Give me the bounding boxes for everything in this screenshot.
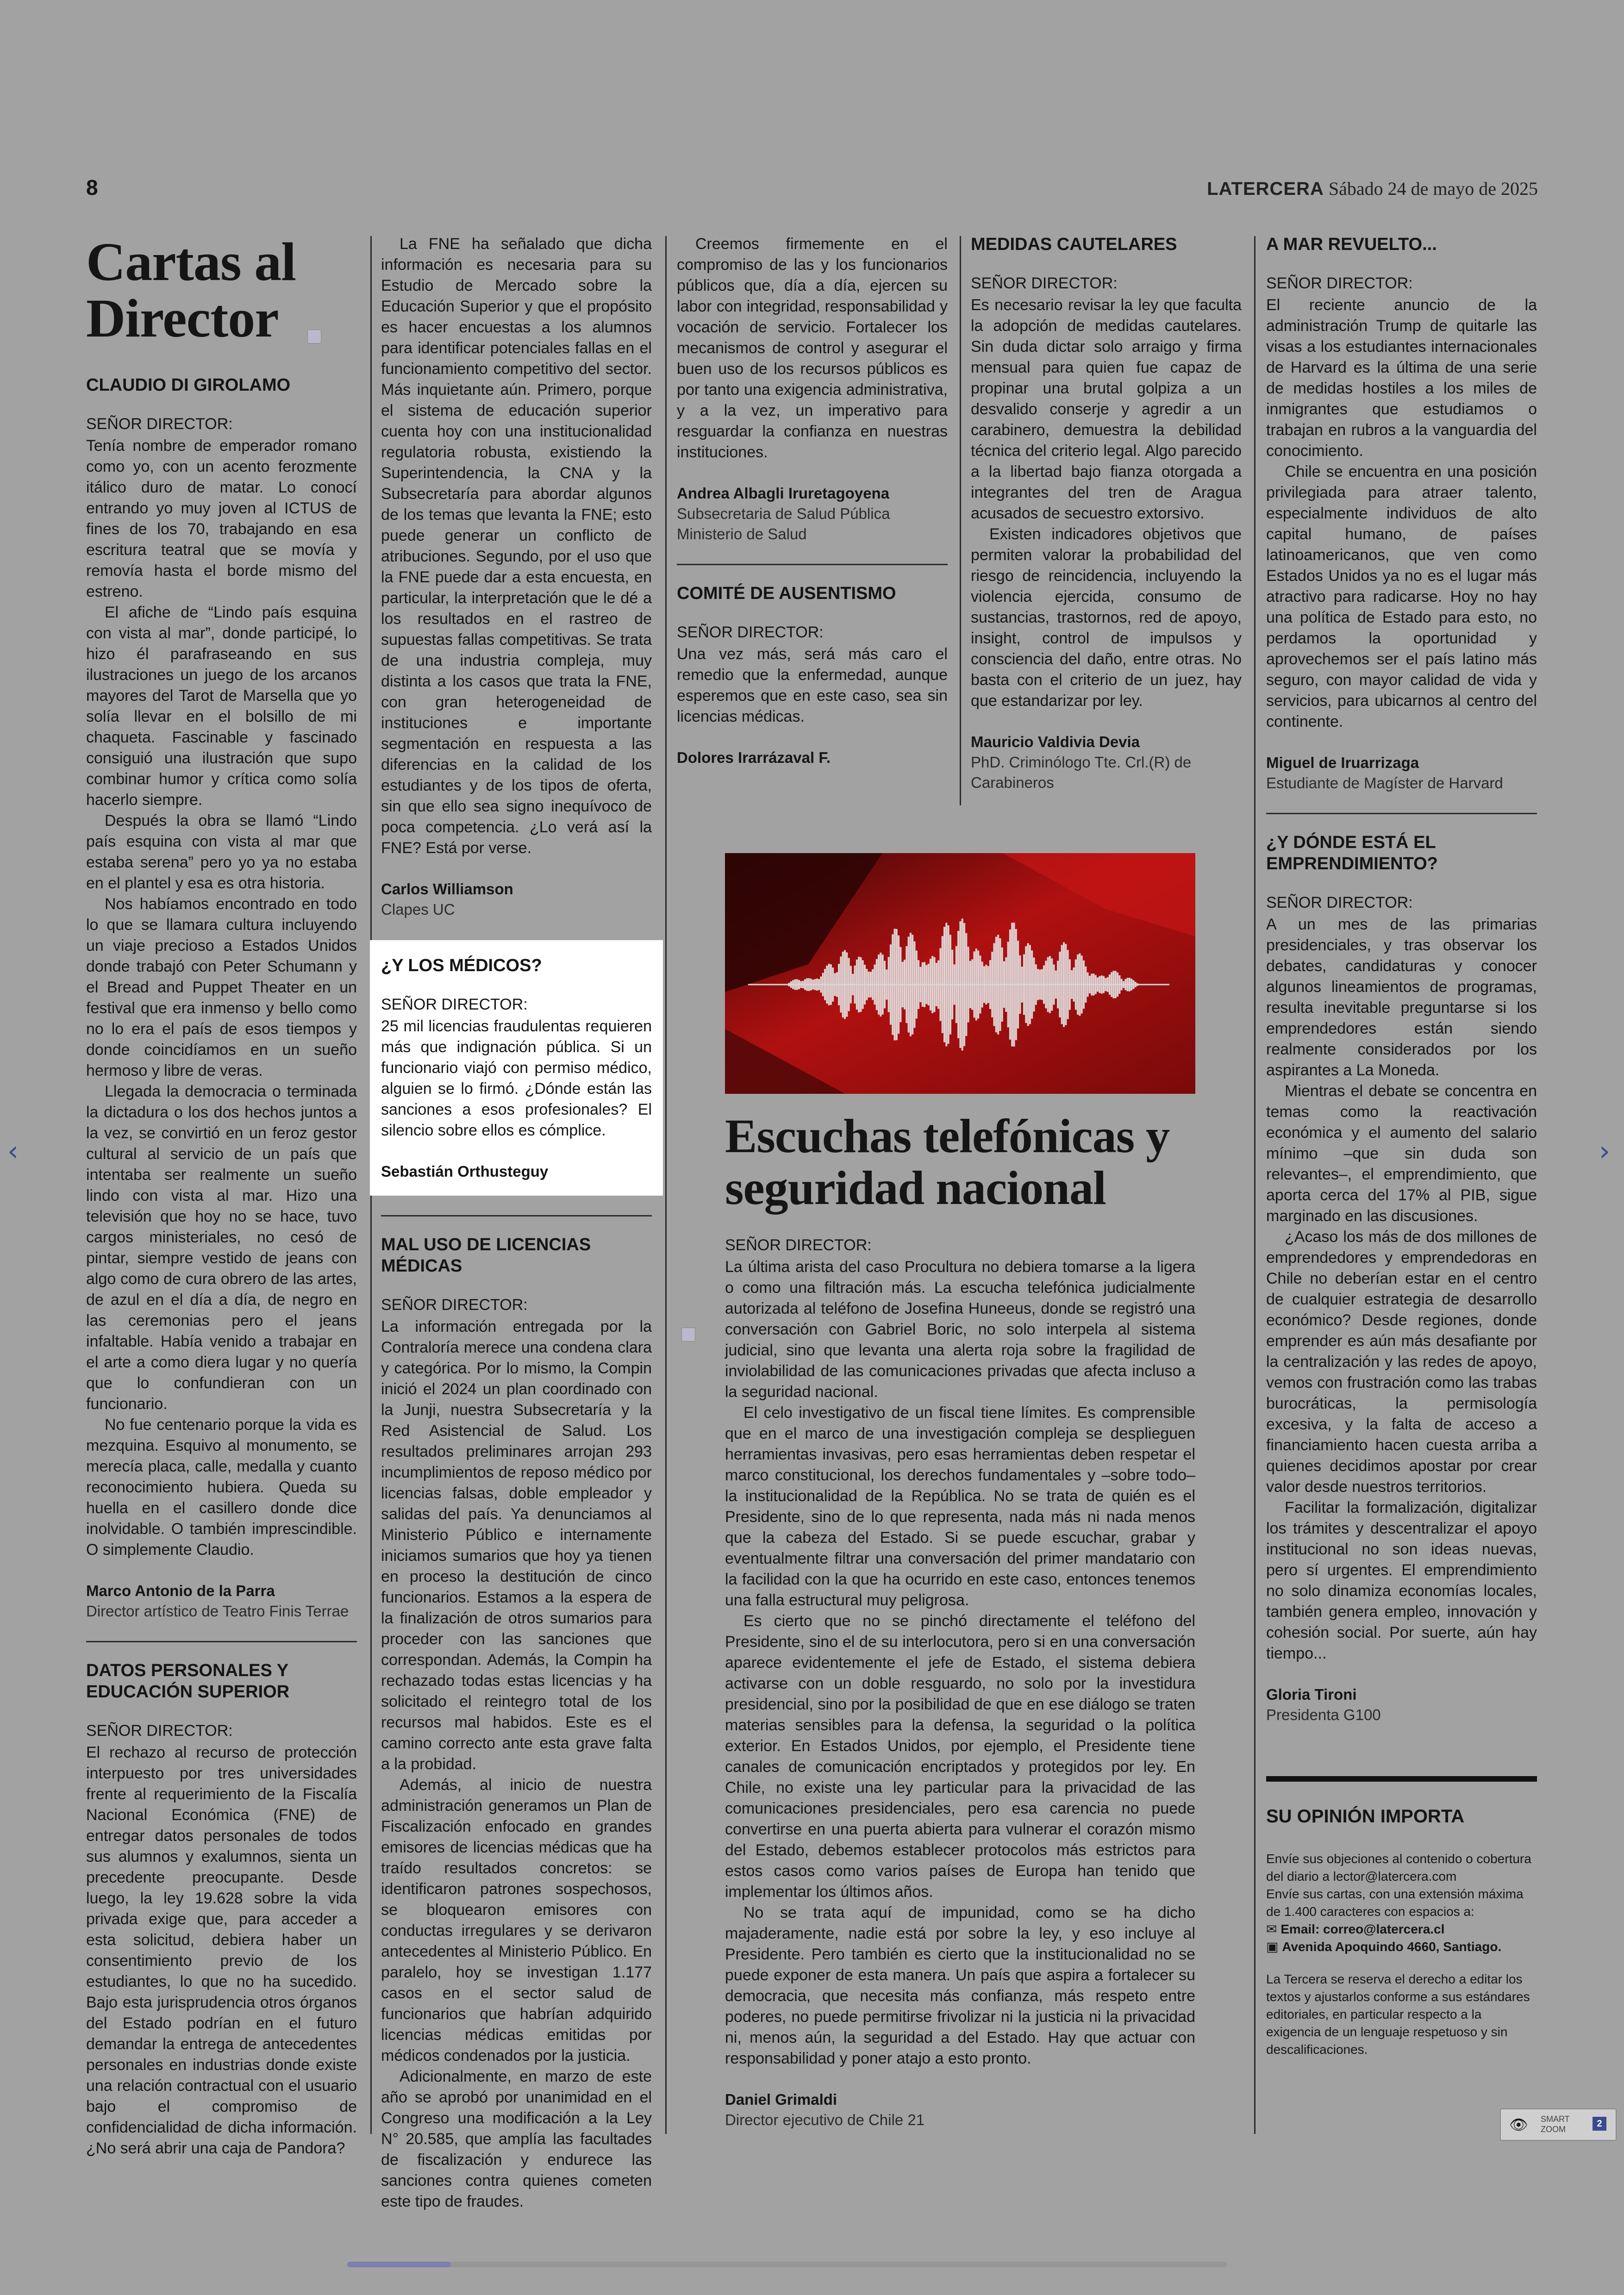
letter-title: DATOS PERSONALES Y EDUCACIÓN SUPERIOR bbox=[86, 1661, 290, 1702]
letter-role: Estudiante de Magíster de Harvard bbox=[1266, 774, 1503, 792]
divider bbox=[381, 1215, 652, 1216]
paragraph: Chile se encuentra en una posición privilegiada para atraer talento, especialmente individuos de alto capital humano, de países latinoamericanos, que ven como Estados Unidos ya no es el lugar más atractivo para radicarse. Hoy no hay una política de Estado para esto, no perdamos la oportunidad y aprovechemos ser el país latino más seguro, con mayor calidad de vida y servicios, para ubicarnos al centro del continente. bbox=[1266, 463, 1537, 730]
opinion-email-text[interactable]: Email: correo@latercera.cl bbox=[1280, 1922, 1445, 1936]
masthead-date: Sábado 24 de mayo de 2025 bbox=[1328, 178, 1538, 199]
scrollbar-thumb[interactable] bbox=[347, 2262, 451, 2267]
paragraph: Existen indicadores objetivos que permiten valorar la probabilidad del riesgo de reincidencia, incluyendo la violencia ejercida, consumo de sustancias, trastornos, red de apoyo, insight, control de impulsos y consciencia del daño, entre otras. No basta con el criterio de un juez, hay que estandarizar por ley. bbox=[971, 525, 1242, 710]
letter-signature: Carlos Williamson bbox=[381, 880, 513, 898]
letter-role: Clapes UC bbox=[381, 901, 455, 918]
opinion-address-text: Avenida Apoquindo 4660, Santiago. bbox=[1282, 1940, 1502, 1954]
paragraph: El afiche de “Lindo país esquina con vista al mar”, donde participé, lo hizo él parafraseando en sus ilustraciones un juego de los arcanos mayores del Tarot de Marsella que yo solía llevar en el bolsillo de mi chaqueta. Fascinable y fascinado consiguió una ilustración que supo combinar humor y crítica como solía hacerlo siempre. bbox=[86, 604, 357, 809]
letter-greeting: SEÑOR DIRECTOR: bbox=[725, 1236, 872, 1254]
paragraph: Después la obra se llamó “Lindo país esquina con vista al mar que estaba serena” pero yo ya no estaba en el plantel y esa es otra historia. bbox=[86, 812, 357, 892]
paragraph: El celo investigativo de un fiscal tiene límites. Es comprensible que en el marco de una investigación compleja se desplieguen herramientas invasivas, pero esas herramientas deben respetar el marco constitucional, los derechos fundamentales y –sobre todo– la institucionalidad de la República. No se trata de quién es el Presidente, sino de lo que representa, nada más ni nada menos que la cabeza del Estado. Si se puede escuchar, grabar y eventualmente filtrar una conversación del primer mandatario con la facilidad con la que ha ocurrido en este caso, entonces tenemos una falla estructural muy peligrosa. bbox=[725, 1404, 1195, 1609]
paragraph: Creemos firmemente en el compromiso de las y los funcionarios públicos que, día a día, ejercen su labor con integridad, responsabilidad y vocación de servicio. Fortalecer los mecanismos de control y asegurar el buen uso de los recursos públicos es por tanto una exigencia administrativa, y a la vez, un imperativo para resguardar la confianza en nuestras instituciones. bbox=[677, 235, 948, 461]
paragraph: Es necesario revisar la ley que faculta la adopción de medidas cautelares. Sin duda dictar solo arraigo y firma mensual para quien fue capaz de propinar una brutal golpiza a un desvalido conserje y agredir a un carabinero, demuestra la debilidad técnica del criterio legal. Algo parecido a la libertad bajo fianza otorgada a integrantes del tren de Aragua acusados de secuestro extorsivo. bbox=[971, 296, 1242, 522]
column-4 bbox=[971, 234, 1242, 793]
letter-greeting: SEÑOR DIRECTOR: bbox=[86, 415, 233, 433]
letter-title: COMITÉ DE AUSENTISMO bbox=[677, 584, 896, 603]
column-divider bbox=[665, 236, 667, 2134]
column-divider bbox=[1254, 236, 1255, 2134]
letter-greeting: SEÑOR DIRECTOR: bbox=[971, 274, 1118, 292]
column-2 bbox=[381, 234, 652, 2212]
section-title: Cartas al Director bbox=[86, 231, 296, 349]
letter-mal-uso bbox=[381, 1234, 652, 2212]
horizontal-scrollbar[interactable] bbox=[347, 2262, 1227, 2267]
letter-medidas bbox=[971, 234, 1242, 793]
letter-girolamo bbox=[86, 374, 357, 1621]
paragraph: La última arista del caso Procultura no debiera tomarse a la ligera o como una filtración más. La escucha telefónica judicialmente autorizada al teléfono de Josefina Huneeus, donde se registró una conversación con Gabriel Boric, no solo interpela al sistema judicial, sino que levanta una alerta roja sobre la fragilidad de inviolabilidad de las comunicaciones privadas que afecta incluso a la seguridad nacional. bbox=[725, 1258, 1195, 1401]
feature-title: Escuchas telefónicas y seguridad nacional bbox=[725, 1110, 1170, 1215]
paragraph: Además, al inicio de nuestra administración generamos un Plan de Fiscalización enfocado en grandes emisores de licencias médicas que ha traído resultados concretos: se identificaron patrones sospechosos, se bloquearon emisores con conductas irregulares y se derivaron antecedentes al Ministerio Público. En paralelo, hoy se investigan 1.177 casos en el sector salud de funcionarios que habrían adquirido licencias médicas emitidas por médicos condenados por la justicia. bbox=[381, 1776, 652, 2064]
letter-title: MEDIDAS CAUTELARES bbox=[971, 235, 1177, 254]
letter-role: Director artístico de Teatro Finis Terrae bbox=[86, 1603, 349, 1620]
letter-signature: Marco Antonio de la Parra bbox=[86, 1582, 275, 1599]
letter-title: ¿Y LOS MÉDICOS? bbox=[381, 956, 542, 975]
paragraph: El rechazo al recurso de protección interpuesto por tres universidades frente al requerimiento de la Fiscalía Nacional Económica (FNE) de entregar datos personales de todos sus alumnos y exalumnos, sienta un precedente preocupante. Desde luego, la ley 19.628 sobre la vida privada exige que, para acceder a esta solicitud, debiera haber un consentimiento previo de los estudiantes, lo que no ha sucedido. Bajo esta jurisprudencia otros órganos del Estado podrían en el futuro demandar la entrega de antecedentes personales en industrias donde existe una relación contractual con el usuario bajo el compromiso de confidencialidad de dicha información. ¿No será abrir una caja de Pandora? bbox=[86, 1744, 357, 2157]
zoom-marker-icon[interactable] bbox=[307, 330, 321, 343]
zoom-marker-icon[interactable] bbox=[681, 1328, 695, 1341]
smart-zoom-label bbox=[1541, 2114, 1570, 2134]
letter-datos bbox=[86, 1660, 357, 2159]
prev-page-arrow-icon[interactable]: ‹ bbox=[7, 1135, 19, 1167]
page-number: 8 bbox=[86, 175, 98, 200]
soundwave-icon bbox=[725, 853, 1195, 1094]
letter-signature: Daniel Grimaldi bbox=[725, 2091, 837, 2108]
letter-body bbox=[86, 1742, 357, 2159]
letter-role: PhD. Criminólogo Tte. Crl.(R) de Carabineros bbox=[971, 754, 1192, 791]
opinion-title: SU OPINIÓN IMPORTA bbox=[1266, 1806, 1465, 1827]
paragraph: No fue centenario porque la vida es mezquina. Esquivo al monumento, se merecía placa, calle, medalla y cuanto reconocimiento hubiera. Queda su huella en el casillero donde dice inolvidable. O también imprescindible. O simplemente Claudio. bbox=[86, 1416, 357, 1559]
opinion-disclaimer: La Tercera se reserva el derecho a editar los textos y ajustarlos conforme a sus estándares editoriales, en particular respecto a la exigencia de un lenguaje respetuoso y sin descalificaciones. bbox=[1266, 1972, 1530, 2057]
paragraph: El reciente anuncio de la administración Trump de quitarle las visas a los estudiantes internacionales de Harvard es la última de una serie de medidas hostiles a los miles de inmigrantes que estudiamos o trabajan en rubros a la vanguardia del conocimiento. bbox=[1266, 296, 1537, 460]
paragraph: Llegada la democracia o terminada la dictadura o los dos hechos juntos a la vez, se convirtió en un feroz gestor cultural al servicio de un país que intentaba ser realmente un sueño lindo con vista al mar. Hizo una televisión que hoy no se hace, tuvo cargos ministeriales, no cesó de pintar, siempre vestido de jeans con algo como de cura obrero de las artes, de azul en el día a día, de negro en las ceremonias pero el jeans infaltable. Había venido a trabajar en el arte a como diera lugar y no quería que lo confundieran con un funcionario. bbox=[86, 1083, 357, 1413]
opinion-lines bbox=[1266, 1850, 1537, 2058]
next-page-arrow-icon[interactable]: › bbox=[1599, 1135, 1610, 1167]
building-icon: ▣ bbox=[1266, 1940, 1282, 1954]
divider bbox=[1266, 813, 1537, 814]
letter-emprendimiento bbox=[1266, 832, 1537, 1725]
mail-icon: ✉ bbox=[1266, 1922, 1281, 1936]
letter-body bbox=[1266, 914, 1537, 1664]
letter-greeting: SEÑOR DIRECTOR: bbox=[86, 1722, 233, 1740]
letter-signature: Dolores Irarrázaval F. bbox=[677, 749, 831, 766]
letter-signature: Andrea Albagli Iruretagoyena bbox=[677, 485, 890, 502]
letter-body bbox=[677, 644, 948, 727]
soundwave-illustration bbox=[725, 853, 1195, 1094]
feature-article bbox=[725, 853, 1195, 2130]
letter-greeting: SEÑOR DIRECTOR: bbox=[381, 996, 528, 1013]
paragraph: Mientras el debate se concentra en temas como la reactivación económica y el aumento del salario mínimo –que sin duda son relevantes–, el emprendimiento, que aporta cerca del 17% al PIB, sigue marginado en las discusiones. bbox=[1266, 1082, 1537, 1225]
smart-zoom-toolbar[interactable] bbox=[1500, 2108, 1617, 2141]
paragraph: La información entregada por la Contraloría merece una condena clara y categórica. Por lo mismo, la Compin inició el 2024 un plan coordinado con la Junji, nuestra Subsecretaría y la Red Asistencial de Salud. Los resultados preliminares arrojan 293 incumplimientos de reposo médico por licencias falsas, doble empleador y salidas del país. Ya denunciamos al Ministerio Público e internamente iniciamos sumarios que hoy ya tienen en proceso la destitución de cinco funcionarios. Estamos a la espera de la finalización de otros sumarios para proceder con las sanciones que correspondan. Además, la Compin ha rechazado todas estas licencias y ha solicitado el reintegro total de los recursos mal habidos. Este es el camino correcto ante esta grave falta a la probidad. bbox=[381, 1318, 652, 1773]
letter-signature: Sebastián Orthusteguy bbox=[381, 1163, 549, 1180]
letter-body-continued bbox=[381, 234, 652, 859]
letter-role: Director ejecutivo de Chile 21 bbox=[725, 2111, 925, 2128]
masthead bbox=[1207, 178, 1538, 200]
opinion-box bbox=[1266, 1805, 1537, 2058]
paragraph: Tenía nombre de emperador romano como yo, con un acento ferozmente itálico duro de matar. Lo conocí entrando yo muy joven al ICTUS de fines de los 70, trabajando en esa escritura teatral que se movía y removía hasta el borde mismo del estreno. bbox=[86, 437, 357, 600]
letter-body bbox=[86, 436, 357, 1560]
letter-title: CLAUDIO DI GIROLAMO bbox=[86, 375, 291, 395]
letter-greeting: SEÑOR DIRECTOR: bbox=[1266, 274, 1413, 292]
paragraph: ¿Acaso los más de dos millones de emprendedores y emprendedoras en Chile no deberían estar en el centro de cualquier estrategia de desarrollo económico? Desde regiones, donde emprender es aún más desafiante por la centralización y las redes de apoyo, vemos con frustración como las trabas burocráticas, la permisología excesiva, y la falta de acceso a financiamiento hacen cuesta arriba a quienes decidimos apostar por crear valor desde nuestros territorios. bbox=[1266, 1228, 1537, 1496]
opinion-email bbox=[1266, 1921, 1537, 1938]
letter-ausentismo bbox=[677, 583, 948, 768]
paragraph: Es cierto que no se pinchó directamente el teléfono del Presidente, sino el de su interlocutora, pero si en una conversación aparece evidentemente el jefe de Estado, el sistema debiera activarse con un doble resguardo, no solo por la investidura presidencial, sino por la posibilidad de que en ese diálogo se traten materias sensibles para la defensa, la seguridad o la política exterior. En Estados Unidos, por ejemplo, el Presidente tiene canales de comunicación encriptados y protegidos por ley. En Chile, no existe una ley particular para la privacidad de las comunicaciones presidenciales, pero esa carencia no puede convertirse en una puerta abierta para vulnerar el corazón mismo del Estado, debemos establecer protocolos más estrictos para estos casos como varios países de Europa han tenido que implementar los últimos años. bbox=[725, 1612, 1195, 1901]
zoom-label-zoom: ZOOM bbox=[1541, 2125, 1566, 2134]
zoom-label-smart: SMART bbox=[1541, 2114, 1570, 2124]
column-divider bbox=[960, 236, 961, 805]
opinion-line: Envíe sus cartas, con una extensión máxima de 1.400 caracteres con espacios a: bbox=[1266, 1887, 1524, 1919]
letter-title: A MAR REVUELTO... bbox=[1266, 235, 1437, 254]
letter-title: ¿Y DÓNDE ESTÁ EL EMPRENDIMIENTO? bbox=[1266, 833, 1438, 873]
paragraph: Facilitar la formalización, digitalizar los trámites y descentralizar el apoyo institucional no son ideas nuevas, pero sí urgentes. El emprendimiento no solo dinamiza economías locales, también genera empleo, innovación y cohesión social. Por suerte, aún hay tiempo... bbox=[1266, 1499, 1537, 1662]
letter-mar bbox=[1266, 234, 1537, 793]
zoom-badge[interactable]: 2 bbox=[1593, 2117, 1606, 2131]
letter-signature: Mauricio Valdivia Devia bbox=[971, 733, 1140, 750]
paragraph: A un mes de las primarias presidenciales, y tras observar los debates, candidaturas y conocer algunos lineamientos de programas, resulta inevitable preguntarse si los emprendedores están siendo realmente considerados por los aspirantes a La Moneda. bbox=[1266, 916, 1537, 1079]
letter-signature: Gloria Tironi bbox=[1266, 1686, 1357, 1703]
paragraph: Adicionalmente, en marzo de este año se aprobó por unanimidad en el Congreso una modificación a la Ley N° 20.585, que amplía las facultades de fiscalización y endurece las sanciones contra quienes cometen este tipo de fraudes. bbox=[381, 2068, 652, 2210]
column-1 bbox=[86, 231, 357, 2159]
letter-role: Presidenta G100 bbox=[1266, 1706, 1381, 1723]
letter-title: MAL USO DE LICENCIAS MÉDICAS bbox=[381, 1235, 591, 1276]
letter-role: Subsecretaria de Salud Pública Ministerio de Salud bbox=[677, 505, 890, 543]
paragraph: La FNE ha señalado que dicha información es necesaria para su Estudio de Mercado sobre la Educación Superior y que el propósito es hacer encuestas a los alumnos para identificar potenciales fallas en el funcionamiento competitivo del sector. Más inquietante aún. Primero, porque el sistema de educación superior cuenta hoy con una institucionalidad regulatoria robusta, existiendo la Superintendencia, la CNA y la Subsecretaría para abordar algunos de los temas que levanta la FNE; esto puede generar un conflicto de atribuciones. Segundo, por el uso que la FNE puede dar a esta encuesta, en particular, la interpretación que le dé a los resultados en el rastreo de supuestas fallas competitivas. Se trata de una industria compleja, muy distinta a los casos que trata la FNE, con gran heterogeneidad de instituciones e importante segmentación en respuesta a las diferencias en la calidad de los estudiantes y de los tipos de oferta, sin que ello sea signo inequívoco de poca competencia. ¿Lo verá así la FNE? Está por verse. bbox=[381, 235, 652, 857]
letter-body bbox=[1266, 295, 1537, 732]
letter-signature: Miguel de Iruarrizaga bbox=[1266, 754, 1419, 771]
masthead-brand: LATERCERA bbox=[1207, 179, 1324, 199]
letter-body-continued bbox=[677, 234, 948, 463]
letter-greeting: SEÑOR DIRECTOR: bbox=[381, 1296, 528, 1314]
paragraph: Nos habíamos encontrado en todo lo que se llamara cultura incluyendo un viaje precioso a Estados Unidos donde trabajó con Peter Schumann y el Bread and Puppet Theater en un festival que era inmenso y bello como no lo era el país de esos tiempos y donde coincidíamos en un sueño hermoso y libre de veras. bbox=[86, 895, 357, 1079]
opinion-line: Envíe sus objeciones al contenido o cobertura del diario a lector@latercera.com bbox=[1266, 1852, 1531, 1883]
opinion-address bbox=[1266, 1938, 1537, 1956]
column-3 bbox=[677, 234, 948, 768]
letter-body bbox=[971, 295, 1242, 711]
paragraph: No se trata aquí de impunidad, como se ha dicho majaderamente, nadie está por sobre la ley, y eso incluye al Presidente. Pero también es cierto que la institucionalidad no se puede exponer de esta manera. Un país que aspira a fortalecer su democracia, que necesita más confianza, más respeto entre poderes, no puede permitirse frivolizar ni la justicia ni la privacidad ni, menos aún, la seguridad a del Estado. Hay que actuar con responsabilidad y poner atajo a esto pronto. bbox=[725, 1904, 1195, 2067]
divider bbox=[677, 564, 948, 565]
letter-body bbox=[725, 1257, 1195, 2069]
letter-medicos bbox=[370, 940, 663, 1196]
letter-greeting: SEÑOR DIRECTOR: bbox=[1266, 894, 1413, 911]
divider bbox=[86, 1641, 357, 1642]
letter-body bbox=[381, 1016, 652, 1141]
eye-icon: 👁 bbox=[1509, 2116, 1528, 2133]
column-5 bbox=[1266, 234, 1537, 2058]
paragraph: Una vez más, será más caro el remedio que la enfermedad, aunque esperemos que en este caso, sea sin licencias médicas. bbox=[677, 645, 948, 725]
letter-greeting: SEÑOR DIRECTOR: bbox=[677, 624, 824, 641]
letter-body bbox=[381, 1316, 652, 2212]
paragraph: 25 mil licencias fraudulentas requieren más que indignación pública. Si un funcionario viajó con permiso médico, alguien se lo firmó. ¿Dónde están las sanciones a esos profesionales? El silencio sobre ellos es cómplice. bbox=[381, 1017, 652, 1139]
divider-thick bbox=[1266, 1776, 1537, 1782]
